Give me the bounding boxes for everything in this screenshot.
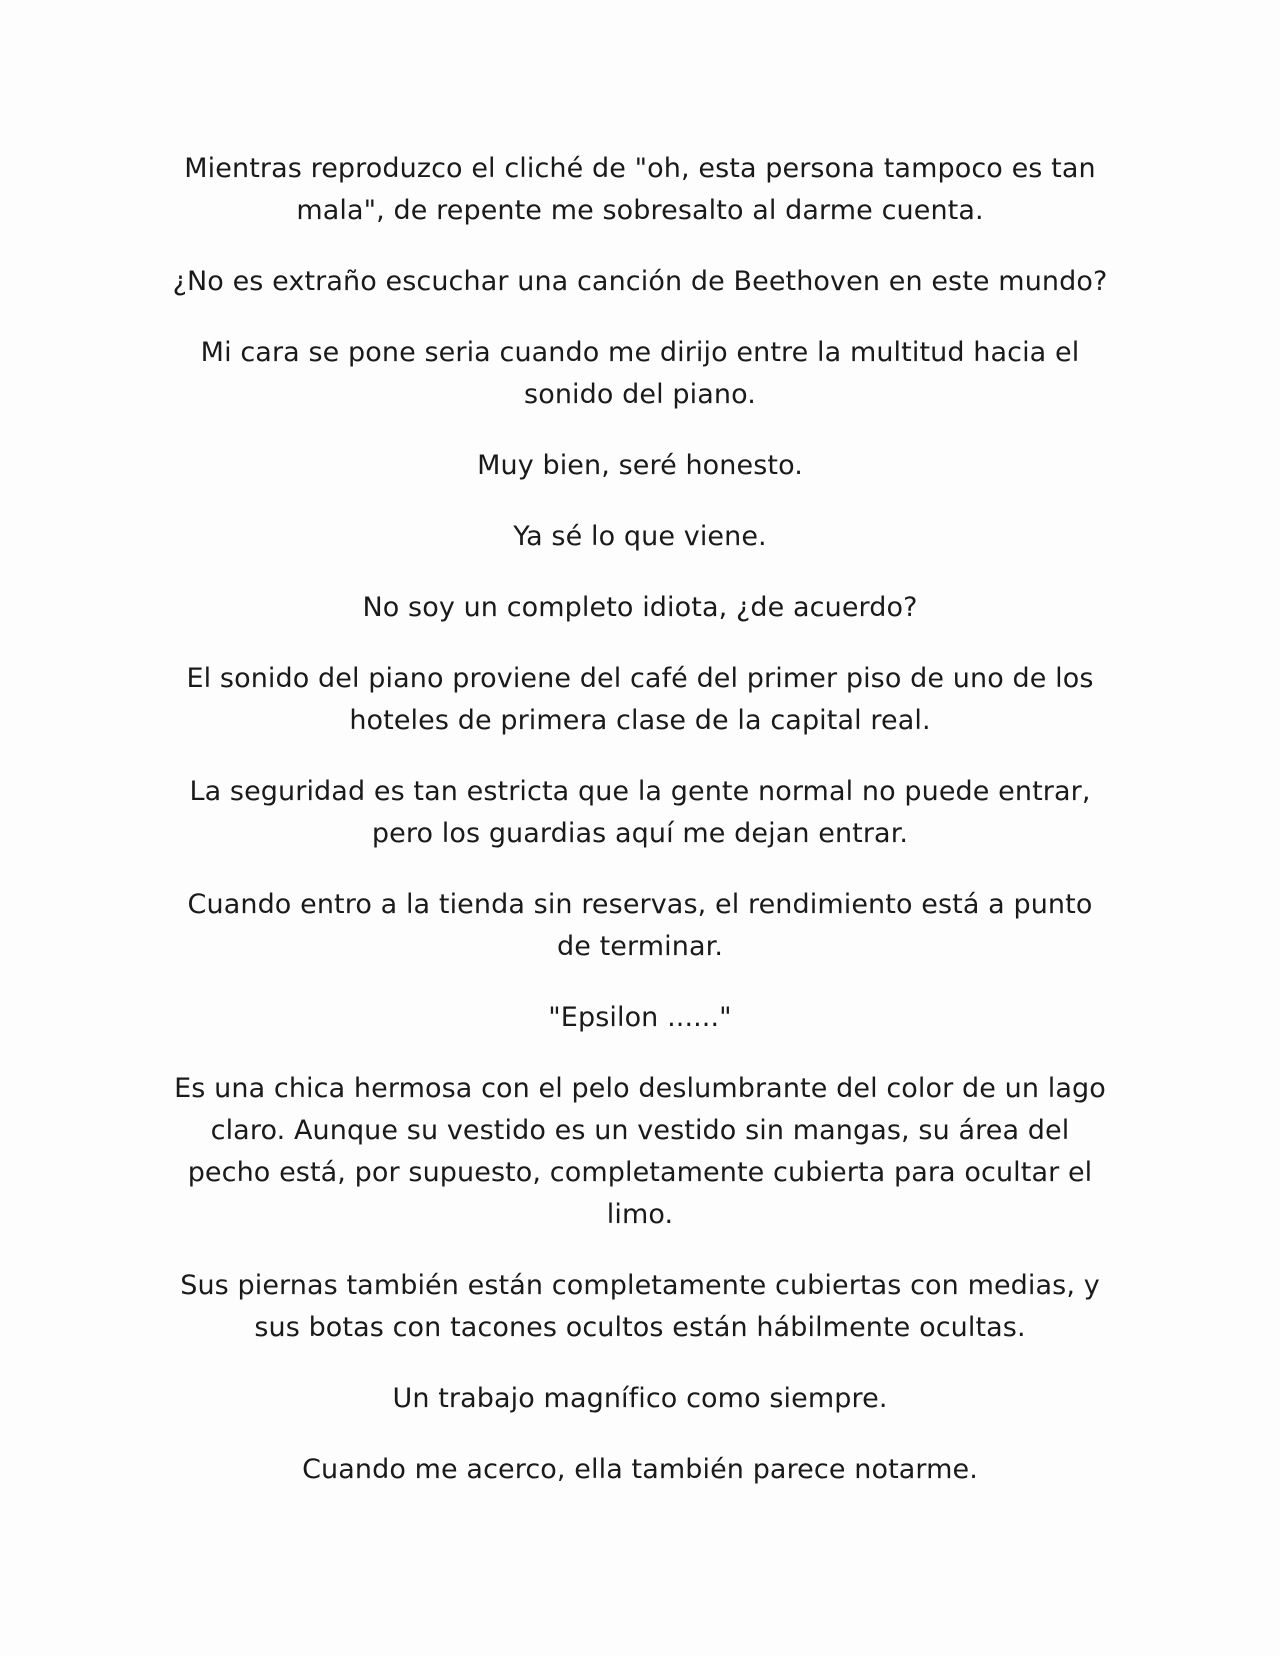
paragraph: Sus piernas también están completamente cubiertas con medias, y sus botas con tacones ocultos están hábilmente ocultas.: [180, 1270, 1100, 1343]
paragraph: No soy un completo idiota, ¿de acuerdo?: [362, 592, 918, 623]
paragraph: ¿No es extraño escuchar una canción de Beethoven en este mundo?: [172, 266, 1108, 297]
paragraph: Es una chica hermosa con el pelo deslumbrante del color de un lago claro. Aunque su vestido es un vestido sin mangas, su área del pecho está, por supuesto, completamente cubierta para ocultar el limo.: [174, 1073, 1106, 1230]
paragraph: La seguridad es tan estricta que la gente normal no puede entrar, pero los guardias aquí me dejan entrar.: [189, 776, 1091, 849]
paragraph: Cuando entro a la tienda sin reservas, el rendimiento está a punto de terminar.: [187, 889, 1093, 962]
paragraph: Cuando me acerco, ella también parece notarme.: [302, 1454, 978, 1485]
paragraph: Mientras reproduzco el cliché de "oh, esta persona tampoco es tan mala", de repente me sobresalto al darme cuenta.: [184, 153, 1096, 226]
paragraph: Ya sé lo que viene.: [513, 521, 767, 552]
paragraph: "Epsilon ......": [548, 1002, 732, 1033]
body-text: [170, 148, 1110, 1520]
paragraph: El sonido del piano proviene del café del primer piso de uno de los hoteles de primera clase de la capital real.: [186, 663, 1094, 736]
paragraph: Mi cara se pone seria cuando me dirijo entre la multitud hacia el sonido del piano.: [200, 337, 1080, 410]
paragraph: Muy bien, seré honesto.: [477, 450, 803, 481]
paragraph: Un trabajo magnífico como siempre.: [392, 1383, 888, 1414]
